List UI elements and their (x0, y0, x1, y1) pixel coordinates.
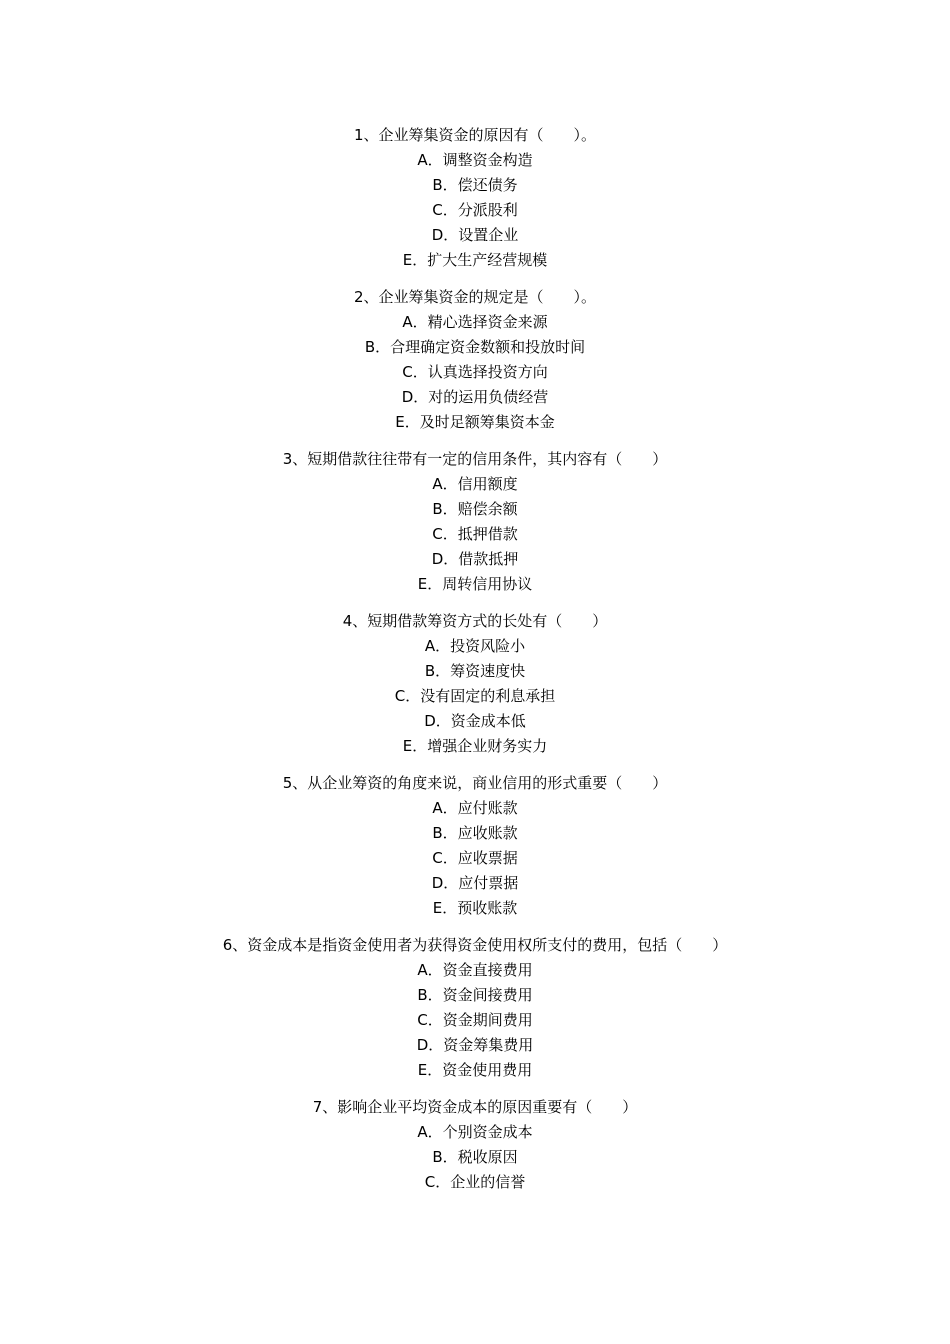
option-a: A．信用额度 (432, 475, 518, 493)
option-b: B．筹资速度快 (424, 662, 526, 680)
question-5 (0, 771, 950, 921)
question-6 (0, 933, 950, 1083)
option-e: E．资金使用费用 (417, 1061, 533, 1079)
option-e: E．周转信用协议 (417, 575, 533, 593)
question-title: 4、短期借款筹资方式的长处有（ ） (342, 612, 608, 630)
option-c: C．分派股利 (432, 201, 518, 219)
option-c: C．应收票据 (432, 849, 518, 867)
question-title: 3、短期借款往往带有一定的信用条件，其内容有（ ） (282, 450, 668, 468)
option-a: A．应付账款 (432, 799, 518, 817)
option-e: E．及时足额筹集资本金 (395, 413, 555, 431)
question-title: 5、从企业筹资的角度来说，商业信用的形式重要（ ） (282, 774, 668, 792)
question-7 (0, 1095, 950, 1195)
option-d: D．对的运用负债经营 (401, 388, 549, 406)
question-4 (0, 609, 950, 759)
document-page (0, 123, 950, 1207)
question-title: 6、资金成本是指资金使用者为获得资金使用权所支付的费用，包括（ ） (222, 936, 728, 954)
option-d: D．资金成本低 (424, 712, 526, 730)
option-d: D．设置企业 (431, 226, 519, 244)
option-c: C．认真选择投资方向 (402, 363, 548, 381)
option-c: C．没有固定的利息承担 (394, 687, 556, 705)
option-b: B．税收原因 (432, 1148, 518, 1166)
option-d: D．资金筹集费用 (416, 1036, 534, 1054)
option-c: C．资金期间费用 (417, 1011, 533, 1029)
question-title: 1、企业筹集资金的原因有（ ）。 (353, 126, 597, 144)
option-e: E．增强企业财务实力 (402, 737, 548, 755)
option-b: B．资金间接费用 (417, 986, 533, 1004)
option-a: A．调整资金构造 (417, 151, 533, 169)
question-2 (0, 285, 950, 435)
option-b: B．赔偿余额 (432, 500, 518, 518)
option-b: B．偿还债务 (432, 176, 518, 194)
option-e: E．扩大生产经营规模 (402, 251, 548, 269)
option-d: D．借款抵押 (431, 550, 519, 568)
option-b: B．应收账款 (432, 824, 518, 842)
option-a: A．个别资金成本 (417, 1123, 533, 1141)
option-e: E．预收账款 (432, 899, 518, 917)
question-3 (0, 447, 950, 597)
option-a: A．资金直接费用 (417, 961, 533, 979)
option-c: C．抵押借款 (432, 525, 518, 543)
option-c: C．企业的信誉 (424, 1173, 526, 1191)
option-b: B．合理确定资金数额和投放时间 (364, 338, 586, 356)
question-title: 2、企业筹集资金的规定是（ ）。 (353, 288, 597, 306)
option-d: D．应付票据 (431, 874, 519, 892)
question-1 (0, 123, 950, 273)
question-title: 7、影响企业平均资金成本的原因重要有（ ） (312, 1098, 638, 1116)
option-a: A．投资风险小 (424, 637, 526, 655)
option-a: A．精心选择资金来源 (402, 313, 548, 331)
